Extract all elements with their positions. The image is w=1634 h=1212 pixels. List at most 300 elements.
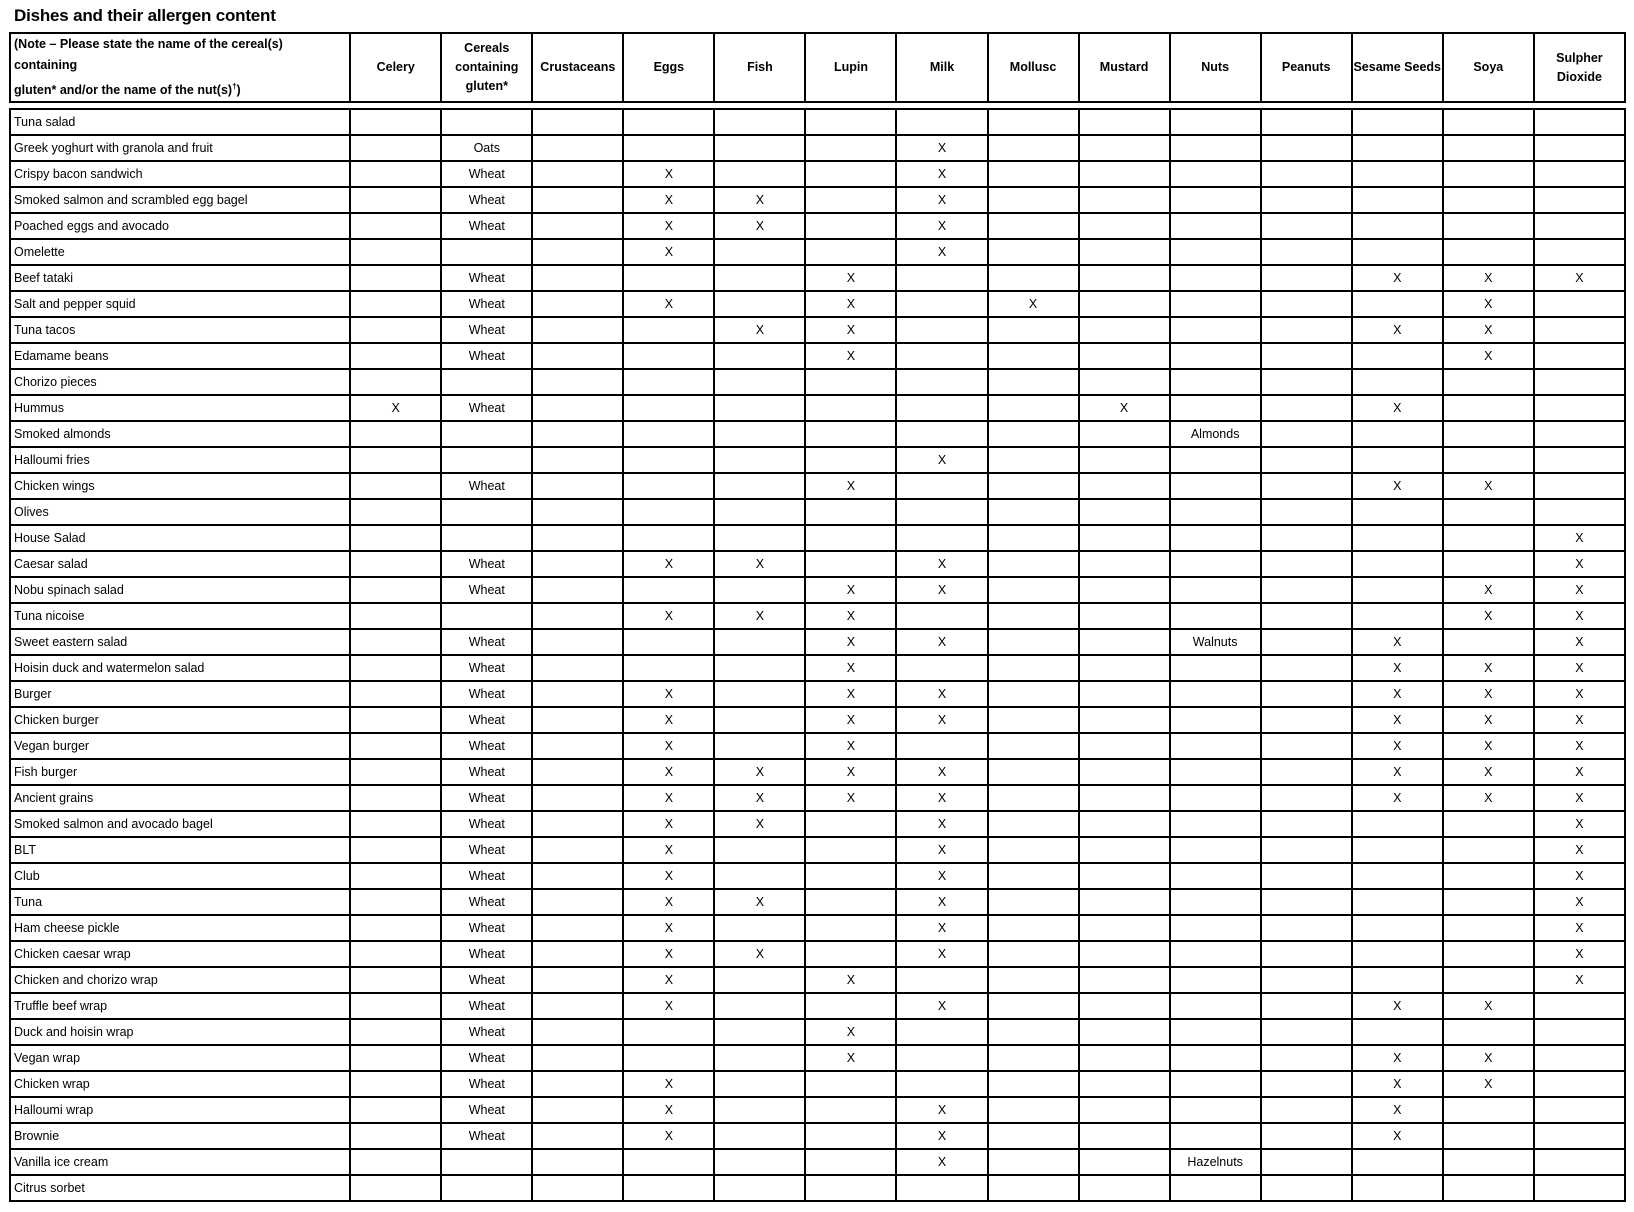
- allergen-cell: [1170, 135, 1261, 161]
- allergen-cell: [1261, 1019, 1352, 1045]
- allergen-cell: [1079, 1071, 1170, 1097]
- dish-name: Chicken wings: [10, 473, 350, 499]
- allergen-cell: [1443, 161, 1534, 187]
- allergen-cell: [805, 395, 896, 421]
- allergen-cell: [623, 1149, 714, 1175]
- allergen-cell: X: [1443, 681, 1534, 707]
- allergen-cell: [1534, 213, 1625, 239]
- table-row: [10, 343, 1625, 369]
- allergen-cell: [441, 1175, 532, 1201]
- allergen-cell: X: [805, 291, 896, 317]
- allergen-cell: [532, 785, 623, 811]
- allergen-cell: X: [1443, 759, 1534, 785]
- allergen-cell: [1534, 1123, 1625, 1149]
- allergen-cell: [1443, 1097, 1534, 1123]
- allergen-cell: [1352, 109, 1443, 135]
- allergen-cell: [805, 447, 896, 473]
- allergen-cell: [1261, 395, 1352, 421]
- allergen-cell: [1079, 1123, 1170, 1149]
- allergen-cell: [896, 967, 987, 993]
- allergen-cell: [1261, 1071, 1352, 1097]
- allergen-cell: X: [896, 707, 987, 733]
- allergen-cell: Wheat: [441, 577, 532, 603]
- allergen-cell: [350, 343, 441, 369]
- allergen-cell: [350, 577, 441, 603]
- table-row: [10, 1123, 1625, 1149]
- allergen-cell: Wheat: [441, 967, 532, 993]
- allergen-cell: X: [1534, 967, 1625, 993]
- allergen-cell: [532, 187, 623, 213]
- allergen-cell: X: [896, 941, 987, 967]
- allergen-cell: X: [1534, 603, 1625, 629]
- allergen-cell: Wheat: [441, 1019, 532, 1045]
- allergen-cell: [1534, 291, 1625, 317]
- allergen-cell: [350, 317, 441, 343]
- table-row: [10, 577, 1625, 603]
- allergen-cell: [1261, 447, 1352, 473]
- allergen-cell: [532, 629, 623, 655]
- allergen-cell: [350, 369, 441, 395]
- allergen-cell: [1261, 1175, 1352, 1201]
- allergen-cell: [1170, 811, 1261, 837]
- allergen-cell: [532, 1071, 623, 1097]
- allergen-cell: [1261, 759, 1352, 785]
- table-row: [10, 811, 1625, 837]
- allergen-cell: [532, 915, 623, 941]
- allergen-cell: [350, 499, 441, 525]
- allergen-cell: X: [1443, 1045, 1534, 1071]
- table-row: [10, 265, 1625, 291]
- allergen-cell: [1443, 447, 1534, 473]
- allergen-cell: X: [714, 811, 805, 837]
- allergen-cell: [1170, 1071, 1261, 1097]
- allergen-cell: X: [623, 291, 714, 317]
- dish-name: Chicken wrap: [10, 1071, 350, 1097]
- allergen-cell: [988, 811, 1079, 837]
- allergen-cell: X: [1352, 785, 1443, 811]
- table-row: [10, 447, 1625, 473]
- allergen-cell: [1170, 603, 1261, 629]
- allergen-cell: [1261, 915, 1352, 941]
- allergen-cell: [1261, 369, 1352, 395]
- allergen-cell: [441, 421, 532, 447]
- dish-name: Duck and hoisin wrap: [10, 1019, 350, 1045]
- allergen-cell: X: [1534, 837, 1625, 863]
- allergen-cell: [896, 1071, 987, 1097]
- dish-name: Fish burger: [10, 759, 350, 785]
- allergen-cell: [1443, 395, 1534, 421]
- allergen-cell: [532, 161, 623, 187]
- allergen-cell: [1170, 941, 1261, 967]
- allergen-cell: [532, 109, 623, 135]
- allergen-cell: [988, 1175, 1079, 1201]
- allergen-cell: X: [805, 473, 896, 499]
- allergen-cell: [1443, 1149, 1534, 1175]
- allergen-cell: [896, 291, 987, 317]
- allergen-cell: [1534, 1045, 1625, 1071]
- allergen-cell: X: [1352, 1123, 1443, 1149]
- allergen-cell: [714, 993, 805, 1019]
- allergen-cell: [1352, 837, 1443, 863]
- allergen-cell: [1079, 1175, 1170, 1201]
- table-row: [10, 785, 1625, 811]
- allergen-cell: [1170, 1045, 1261, 1071]
- allergen-cell: [1261, 109, 1352, 135]
- allergen-cell: [1352, 863, 1443, 889]
- allergen-cell: [532, 1019, 623, 1045]
- allergen-cell: X: [623, 889, 714, 915]
- allergen-cell: [350, 1175, 441, 1201]
- allergen-cell: X: [805, 759, 896, 785]
- allergen-cell: X: [1352, 395, 1443, 421]
- allergen-cell: [1079, 707, 1170, 733]
- allergen-cell: [1170, 265, 1261, 291]
- allergen-cell: [896, 1175, 987, 1201]
- allergen-cell: X: [896, 1097, 987, 1123]
- allergen-cell: Wheat: [441, 213, 532, 239]
- allergen-cell: X: [623, 733, 714, 759]
- allergen-cell: [805, 213, 896, 239]
- allergen-cell: [623, 1019, 714, 1045]
- allergen-cell: [1261, 733, 1352, 759]
- allergen-cell: [714, 291, 805, 317]
- allergen-cell: [1443, 889, 1534, 915]
- allergen-cell: [1352, 499, 1443, 525]
- allergen-cell: Wheat: [441, 265, 532, 291]
- allergen-cell: [350, 889, 441, 915]
- allergen-cell: [1261, 811, 1352, 837]
- allergen-cell: [1079, 863, 1170, 889]
- allergen-cell: [1443, 421, 1534, 447]
- allergen-cell: X: [1443, 265, 1534, 291]
- allergen-cell: [350, 135, 441, 161]
- dish-name: Brownie: [10, 1123, 350, 1149]
- allergen-cell: X: [1534, 707, 1625, 733]
- allergen-cell: [1079, 343, 1170, 369]
- allergen-cell: [623, 421, 714, 447]
- allergen-cell: [532, 551, 623, 577]
- allergen-cell: Wheat: [441, 733, 532, 759]
- allergen-cell: X: [896, 837, 987, 863]
- allergen-cell: [1443, 1019, 1534, 1045]
- dish-name: Poached eggs and avocado: [10, 213, 350, 239]
- allergen-cell: X: [805, 1019, 896, 1045]
- allergen-cell: [1534, 1019, 1625, 1045]
- allergen-cell: [350, 863, 441, 889]
- allergen-cell: Almonds: [1170, 421, 1261, 447]
- allergen-cell: X: [1534, 681, 1625, 707]
- table-row: [10, 759, 1625, 785]
- dish-name: Burger: [10, 681, 350, 707]
- dish-name: Vegan wrap: [10, 1045, 350, 1071]
- table-row: [10, 863, 1625, 889]
- allergen-cell: [350, 291, 441, 317]
- allergen-cell: [1170, 759, 1261, 785]
- allergen-cell: Wheat: [441, 941, 532, 967]
- allergen-cell: [1170, 187, 1261, 213]
- allergen-cell: [532, 447, 623, 473]
- table-row: [10, 109, 1625, 135]
- allergen-cell: X: [805, 707, 896, 733]
- allergen-cell: [1352, 343, 1443, 369]
- allergen-cell: X: [1352, 473, 1443, 499]
- allergen-cell: [1443, 915, 1534, 941]
- allergen-cell: [532, 369, 623, 395]
- allergen-cell: [714, 1019, 805, 1045]
- allergen-cell: [1170, 1097, 1261, 1123]
- allergen-cell: [532, 759, 623, 785]
- dish-name: Salt and pepper squid: [10, 291, 350, 317]
- allergen-cell: X: [805, 577, 896, 603]
- allergen-cell: [350, 1071, 441, 1097]
- allergen-cell: [532, 1175, 623, 1201]
- note-header: [10, 33, 350, 102]
- allergen-cell: X: [1443, 317, 1534, 343]
- allergen-cell: [1534, 239, 1625, 265]
- allergen-cell: X: [805, 733, 896, 759]
- allergen-cell: [1170, 343, 1261, 369]
- allergen-cell: [532, 499, 623, 525]
- allergen-cell: [1261, 863, 1352, 889]
- allergen-cell: X: [1534, 941, 1625, 967]
- table-row: [10, 369, 1625, 395]
- allergen-cell: [714, 525, 805, 551]
- allergen-cell: [1352, 447, 1443, 473]
- allergen-cell: [350, 941, 441, 967]
- allergen-cell: [1443, 499, 1534, 525]
- allergen-cell: [714, 655, 805, 681]
- allergen-cell: [1261, 343, 1352, 369]
- table-row: [10, 135, 1625, 161]
- allergen-cell: [1079, 421, 1170, 447]
- dish-name: Halloumi fries: [10, 447, 350, 473]
- allergen-cell: [1079, 811, 1170, 837]
- allergen-cell: [350, 213, 441, 239]
- allergen-cell: [714, 629, 805, 655]
- table-row: [10, 525, 1625, 551]
- table-row: [10, 629, 1625, 655]
- allergen-cell: [988, 1097, 1079, 1123]
- allergen-cell: [988, 1019, 1079, 1045]
- allergen-cell: [441, 1149, 532, 1175]
- allergen-cell: [1079, 525, 1170, 551]
- allergen-cell: [805, 1071, 896, 1097]
- allergen-cell: X: [623, 681, 714, 707]
- allergen-cell: [1261, 603, 1352, 629]
- allergen-cell: X: [1534, 577, 1625, 603]
- allergen-cell: [1352, 525, 1443, 551]
- allergen-cell: [1261, 239, 1352, 265]
- table-row: [10, 1175, 1625, 1201]
- page-title: Dishes and their allergen content: [14, 6, 276, 25]
- dish-name: Truffle beef wrap: [10, 993, 350, 1019]
- allergen-cell: X: [1352, 655, 1443, 681]
- allergen-cell: [988, 837, 1079, 863]
- allergen-cell: [350, 733, 441, 759]
- allergen-cell: [1534, 1097, 1625, 1123]
- allergen-cell: [1079, 135, 1170, 161]
- dish-name: Chicken burger: [10, 707, 350, 733]
- note-line-2: gluten* and/or the name of the nut(s): [14, 83, 233, 98]
- allergen-cell: [623, 1175, 714, 1201]
- allergen-cell: [532, 1123, 623, 1149]
- allergen-cell: X: [1443, 603, 1534, 629]
- allergen-cell: [1079, 785, 1170, 811]
- allergen-cell: [1443, 551, 1534, 577]
- header-row: [10, 33, 1625, 102]
- allergen-cell: X: [896, 1123, 987, 1149]
- allergen-cell: [1079, 161, 1170, 187]
- allergen-cell: [1261, 265, 1352, 291]
- allergen-cell: [1534, 187, 1625, 213]
- table-row: [10, 837, 1625, 863]
- dish-name: Olives: [10, 499, 350, 525]
- allergen-cell: [805, 109, 896, 135]
- allergen-cell: Oats: [441, 135, 532, 161]
- allergen-cell: [1079, 681, 1170, 707]
- allergen-cell: [1443, 109, 1534, 135]
- allergen-cell: [988, 629, 1079, 655]
- allergen-cell: X: [714, 213, 805, 239]
- allergen-cell: [988, 109, 1079, 135]
- allergen-cell: [714, 265, 805, 291]
- allergen-cell: [532, 733, 623, 759]
- allergen-cell: [714, 421, 805, 447]
- allergen-cell: [988, 1123, 1079, 1149]
- allergen-cell: X: [896, 811, 987, 837]
- allergen-cell: [1352, 1019, 1443, 1045]
- dish-name: Halloumi wrap: [10, 1097, 350, 1123]
- allergen-cell: [805, 1175, 896, 1201]
- allergen-cell: [1261, 1045, 1352, 1071]
- allergen-cell: [896, 395, 987, 421]
- allergen-cell: [896, 499, 987, 525]
- allergen-cell: Wheat: [441, 343, 532, 369]
- table-row: [10, 1097, 1625, 1123]
- allergen-cell: [1170, 499, 1261, 525]
- allergen-cell: [988, 1045, 1079, 1071]
- allergen-cell: X: [1534, 915, 1625, 941]
- allergen-cell: X: [896, 447, 987, 473]
- allergen-cell: [532, 473, 623, 499]
- dish-name: Vegan burger: [10, 733, 350, 759]
- allergen-cell: [805, 499, 896, 525]
- allergen-cell: X: [1443, 785, 1534, 811]
- allergen-cell: [988, 499, 1079, 525]
- allergen-cell: [1170, 1123, 1261, 1149]
- allergen-cell: Wheat: [441, 1045, 532, 1071]
- allergen-cell: [1261, 681, 1352, 707]
- allergen-cell: [441, 447, 532, 473]
- allergen-cell: [1443, 811, 1534, 837]
- allergen-cell: [714, 369, 805, 395]
- allergen-cell: X: [896, 915, 987, 941]
- allergen-cell: [1534, 499, 1625, 525]
- dish-name: BLT: [10, 837, 350, 863]
- allergen-cell: [1079, 499, 1170, 525]
- allergen-cell: X: [1352, 993, 1443, 1019]
- allergen-cell: X: [623, 603, 714, 629]
- allergen-cell: X: [805, 317, 896, 343]
- allergen-cell: [896, 343, 987, 369]
- column-header-nuts: Nuts: [1170, 33, 1261, 102]
- allergen-cell: X: [1534, 733, 1625, 759]
- allergen-cell: [805, 811, 896, 837]
- allergen-cell: [714, 135, 805, 161]
- allergen-cell: [1443, 213, 1534, 239]
- allergen-cell: X: [1352, 1071, 1443, 1097]
- allergen-cell: [896, 473, 987, 499]
- allergen-cell: [714, 343, 805, 369]
- allergen-cell: [1443, 135, 1534, 161]
- allergen-cell: [623, 499, 714, 525]
- allergen-cell: [1261, 629, 1352, 655]
- allergen-cell: [623, 109, 714, 135]
- allergen-cell: [1261, 291, 1352, 317]
- allergen-cell: Wheat: [441, 837, 532, 863]
- allergen-cell: [988, 213, 1079, 239]
- allergen-cell: [714, 707, 805, 733]
- allergen-cell: X: [623, 161, 714, 187]
- table-row: [10, 707, 1625, 733]
- allergen-cell: [1443, 239, 1534, 265]
- header-table: [9, 32, 1626, 103]
- allergen-cell: [1170, 785, 1261, 811]
- allergen-cell: X: [896, 187, 987, 213]
- table-row: [10, 473, 1625, 499]
- allergen-cell: [714, 499, 805, 525]
- allergen-cell: [532, 941, 623, 967]
- table-row: [10, 421, 1625, 447]
- allergen-cell: X: [1352, 317, 1443, 343]
- allergen-cell: [896, 603, 987, 629]
- table-row: [10, 239, 1625, 265]
- allergen-cell: [350, 707, 441, 733]
- dish-name: Vanilla ice cream: [10, 1149, 350, 1175]
- allergen-cell: [350, 1123, 441, 1149]
- allergen-cell: X: [714, 889, 805, 915]
- allergen-cell: [1079, 759, 1170, 785]
- allergen-cell: [988, 993, 1079, 1019]
- allergen-cell: [714, 967, 805, 993]
- allergen-cell: [805, 369, 896, 395]
- allergen-cell: [1261, 837, 1352, 863]
- allergen-cell: X: [896, 681, 987, 707]
- allergen-cell: X: [896, 161, 987, 187]
- allergen-cell: X: [1352, 629, 1443, 655]
- allergen-cell: [805, 1149, 896, 1175]
- allergen-cell: [988, 681, 1079, 707]
- column-header-lupin: Lupin: [805, 33, 896, 102]
- allergen-cell: X: [623, 863, 714, 889]
- allergen-cell: [896, 1045, 987, 1071]
- table-row: [10, 941, 1625, 967]
- allergen-cell: [1261, 317, 1352, 343]
- allergen-cell: [1534, 1175, 1625, 1201]
- allergen-cell: X: [1534, 785, 1625, 811]
- allergen-cell: [350, 629, 441, 655]
- allergen-cell: X: [714, 317, 805, 343]
- allergen-cell: X: [623, 1123, 714, 1149]
- allergen-cell: [350, 837, 441, 863]
- allergen-cell: X: [988, 291, 1079, 317]
- allergen-cell: [805, 421, 896, 447]
- allergen-cell: X: [1443, 577, 1534, 603]
- allergen-cell: X: [805, 343, 896, 369]
- allergen-cell: [532, 421, 623, 447]
- allergen-cell: [623, 525, 714, 551]
- allergen-cell: [1170, 213, 1261, 239]
